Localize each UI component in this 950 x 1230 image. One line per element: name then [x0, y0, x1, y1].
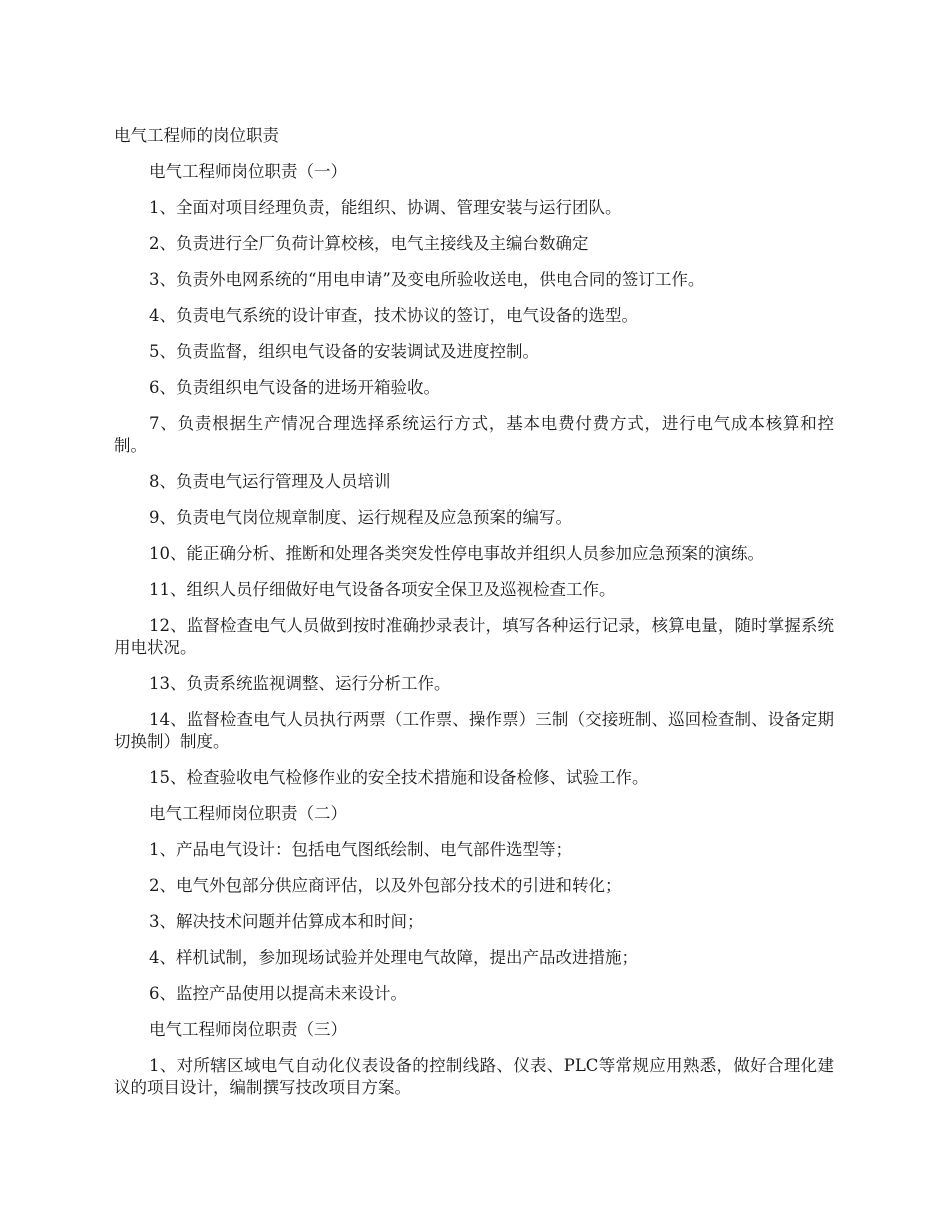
document-title: 电气工程师的岗位职责: [114, 126, 279, 145]
paragraph: 13、负责系统监视调整、运行分析工作。: [149, 674, 451, 693]
paragraph: 2、电气外包部分供应商评估，以及外包部分技术的引进和转化；: [149, 876, 622, 895]
paragraph: 12、监督检查电气人员做到按时准确抄录表计，填写各种运行记录，核算电量，随时掌握系统用电状况。: [114, 616, 834, 657]
paragraph: 1、全面对项目经理负责，能组织、协调、管理安装与运行团队。: [149, 198, 622, 217]
paragraph: 6、监控产品使用以提高未来设计。: [149, 984, 407, 1003]
paragraph: 6、负责组织电气设备的进场开箱验收。: [149, 378, 440, 397]
paragraph: 14、监督检查电气人员执行两票（工作票、操作票）三制（交接班制、巡回检查制、设备定期切换制）制度。: [114, 710, 834, 751]
paragraph: 7、负责根据生产情况合理选择系统运行方式，基本电费付费方式，进行电气成本核算和控制。: [114, 414, 834, 455]
paragraph: 8、负责电气运行管理及人员培训: [149, 472, 391, 491]
paragraph: 15、检查验收电气检修作业的安全技术措施和设备检修、试验工作。: [149, 768, 649, 787]
section-heading-1: 电气工程师岗位职责（一）: [149, 162, 347, 181]
paragraph: 1、产品电气设计：包括电气图纸绘制、电气部件选型等；: [149, 840, 572, 859]
section-heading-3: 电气工程师岗位职责（三）: [149, 1020, 347, 1039]
paragraph: 4、负责电气系统的设计审查，技术协议的签订，电气设备的选型。: [149, 306, 638, 325]
section-heading-2: 电气工程师岗位职责（二）: [149, 804, 347, 823]
paragraph: 1、对所辖区域电气自动化仪表设备的控制线路、仪表、PLC等常规应用熟悉，做好合理化建议的项目设计，编制撰写技改项目方案。: [114, 1056, 834, 1097]
paragraph: 3、解决技术问题并估算成本和时间；: [149, 912, 424, 931]
paragraph: 3、负责外电网系统的“用电申请”及变电所验收送电，供电合同的签订工作。: [149, 270, 705, 289]
paragraph: 11、组织人员仔细做好电气设备各项安全保卫及巡视检查工作。: [149, 580, 616, 599]
paragraph: 2、负责进行全厂负荷计算校核，电气主接线及主编台数确定: [149, 234, 589, 253]
document-body: [114, 125, 834, 1113]
paragraph: 4、样机试制，参加现场试验并处理电气故障，提出产品改进措施；: [149, 948, 638, 967]
paragraph: 9、负责电气岗位规章制度、运行规程及应急预案的编写。: [149, 508, 572, 527]
paragraph: 10、能正确分析、推断和处理各类突发性停电事故并组织人员参加应急预案的演练。: [149, 544, 764, 563]
paragraph: 5、负责监督，组织电气设备的安装调试及进度控制。: [149, 342, 539, 361]
